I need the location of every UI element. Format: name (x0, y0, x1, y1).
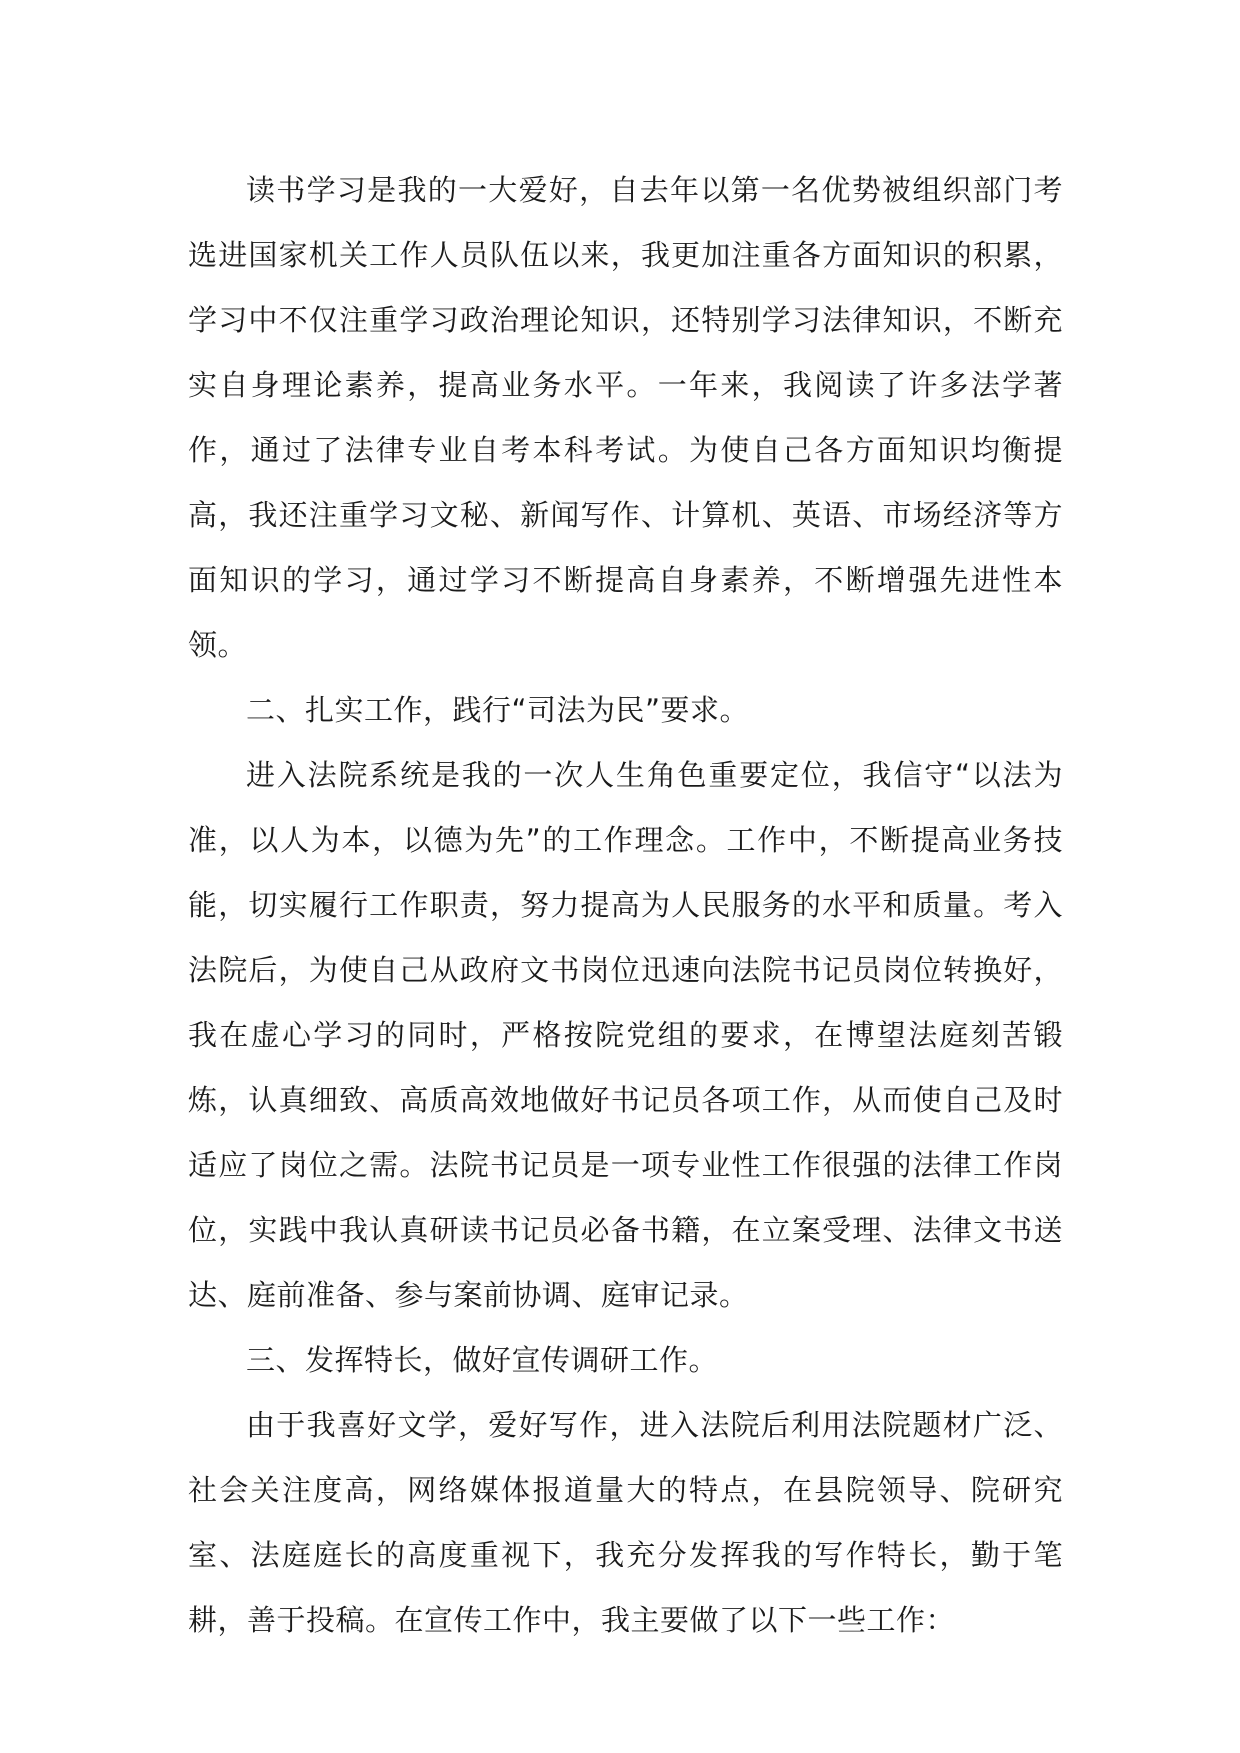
paragraph-court-work: 进入法院系统是我的一次人生角色重要定位，我信守“以法为准，以人为本，以德为先”的工作理念。工作中，不断提高业务技能，切实履行工作职责，努力提高为人民服务的水平和质量。考入法院后，为使自己从政府文书岗位迅速向法院书记员岗位转换好，我在虚心学习的同时，严格按院党组的要求，在博望法庭刻苦锻炼，认真细致、高质高效地做好书记员各项工作，从而使自己及时适应了岗位之需。法院书记员是一项专业性工作很强的法律工作岗位，实践中我认真研读书记员必备书籍，在立案受理、法律文书送达、庭前准备、参与案前协调、庭审记录。 (188, 758, 1063, 1312)
section-heading-3: 三、发挥特长，做好宣传调研工作。 (246, 1343, 719, 1377)
paragraph-reading-study: 读书学习是我的一大爱好，自去年以第一名优势被组织部门考选进国家机关工作人员队伍以来，我更加注重各方面知识的积累，学习中不仅注重学习政治理论知识，还特别学习法律知识，不断充实自身理论素养，提高业务水平。一年来，我阅读了许多法学著作，通过了法律专业自考本科考试。为使自己各方面知识均衡提高，我还注重学习文秘、新闻写作、计算机、英语、市场经济等方面知识的学习，通过学习不断提高自身素养，不断增强先进性本领。 (188, 173, 1063, 662)
document-body (188, 158, 1063, 1653)
section-heading-2: 二、扎实工作，践行“司法为民”要求。 (246, 693, 750, 727)
paragraph-publicity-work: 由于我喜好文学，爱好写作，进入法院后利用法院题材广泛、社会关注度高，网络媒体报道量大的特点，在县院领导、院研究室、法庭庭长的高度重视下，我充分发挥我的写作特长，勤于笔耕，善于投稿。在宣传工作中，我主要做了以下一些工作： (188, 1408, 1063, 1637)
